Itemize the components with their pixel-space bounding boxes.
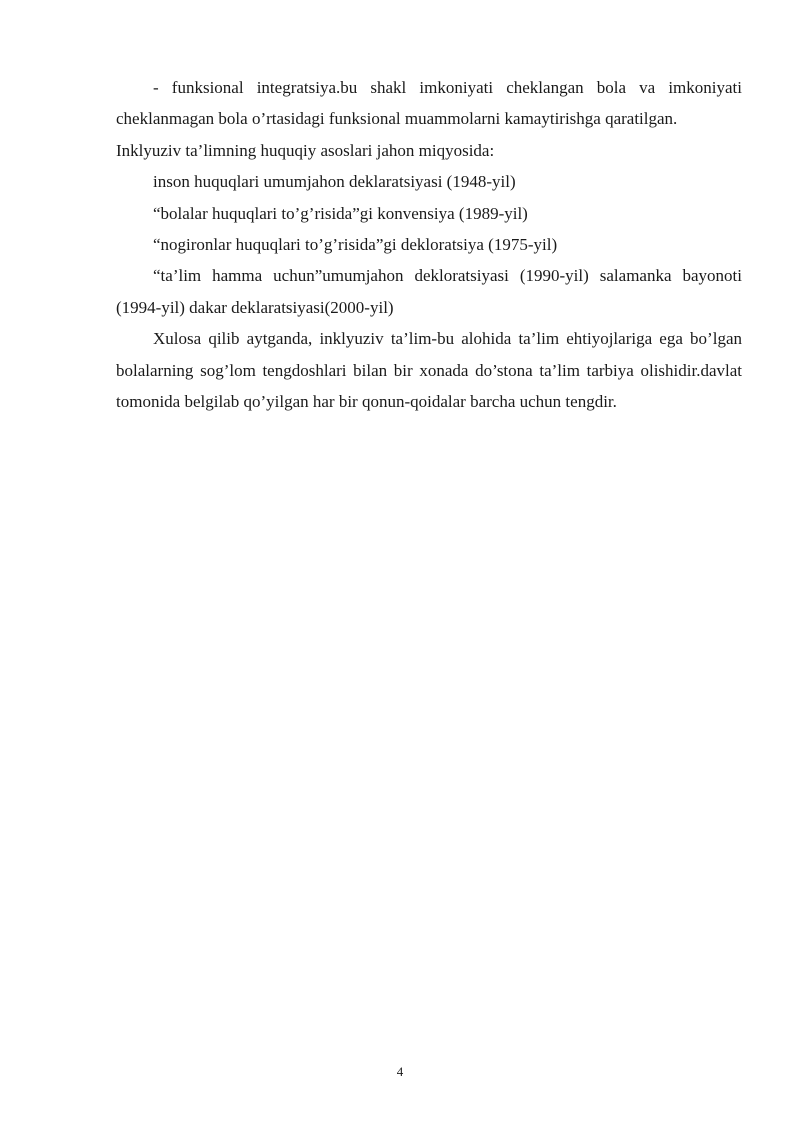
paragraph-legal-basis-heading: Inklyuziv ta’limning huquqiy asoslari jahon miqyosida: [116, 140, 495, 160]
list-item-disability-rights-declaration: “nogironlar huquqlari to’g’risida”gi dekloratsiya (1975-yil) [153, 235, 558, 255]
list-item-human-rights-declaration: inson huquqlari umumjahon deklaratsiyasi (1948-yil) [153, 172, 516, 192]
paragraph-functional-integration: - funksional integratsiya.bu shakl imkoniyati cheklangan bola va imkoniyati cheklanmagan bola o’rtasidagi funksional muammolarni kamaytirishga qaratilgan. [116, 78, 742, 129]
page-number: 4 [396, 1064, 404, 1079]
document-body [116, 72, 742, 417]
list-item-child-rights-convention: “bolalar huquqlari to’g’risida”gi konvensiya (1989-yil) [153, 203, 528, 223]
list-item-education-for-all-declaration: “ta’lim hamma uchun”umumjahon dekloratsiyasi (1990-yil) salamanka bayonoti (1994-yil) dakar deklaratsiyasi(2000-yil) [116, 266, 742, 317]
paragraph-conclusion: Xulosa qilib aytganda, inklyuziv ta’lim-bu alohida ta’lim ehtiyojlariga ega bo’lgan bolalarning sog’lom tengdoshlari bilan bir xonada do’stona ta’lim tarbiya olishidir.davlat tomonida belgilab qo’yilgan har bir qonun-qoidalar barcha uchun tengdir. [116, 329, 742, 412]
